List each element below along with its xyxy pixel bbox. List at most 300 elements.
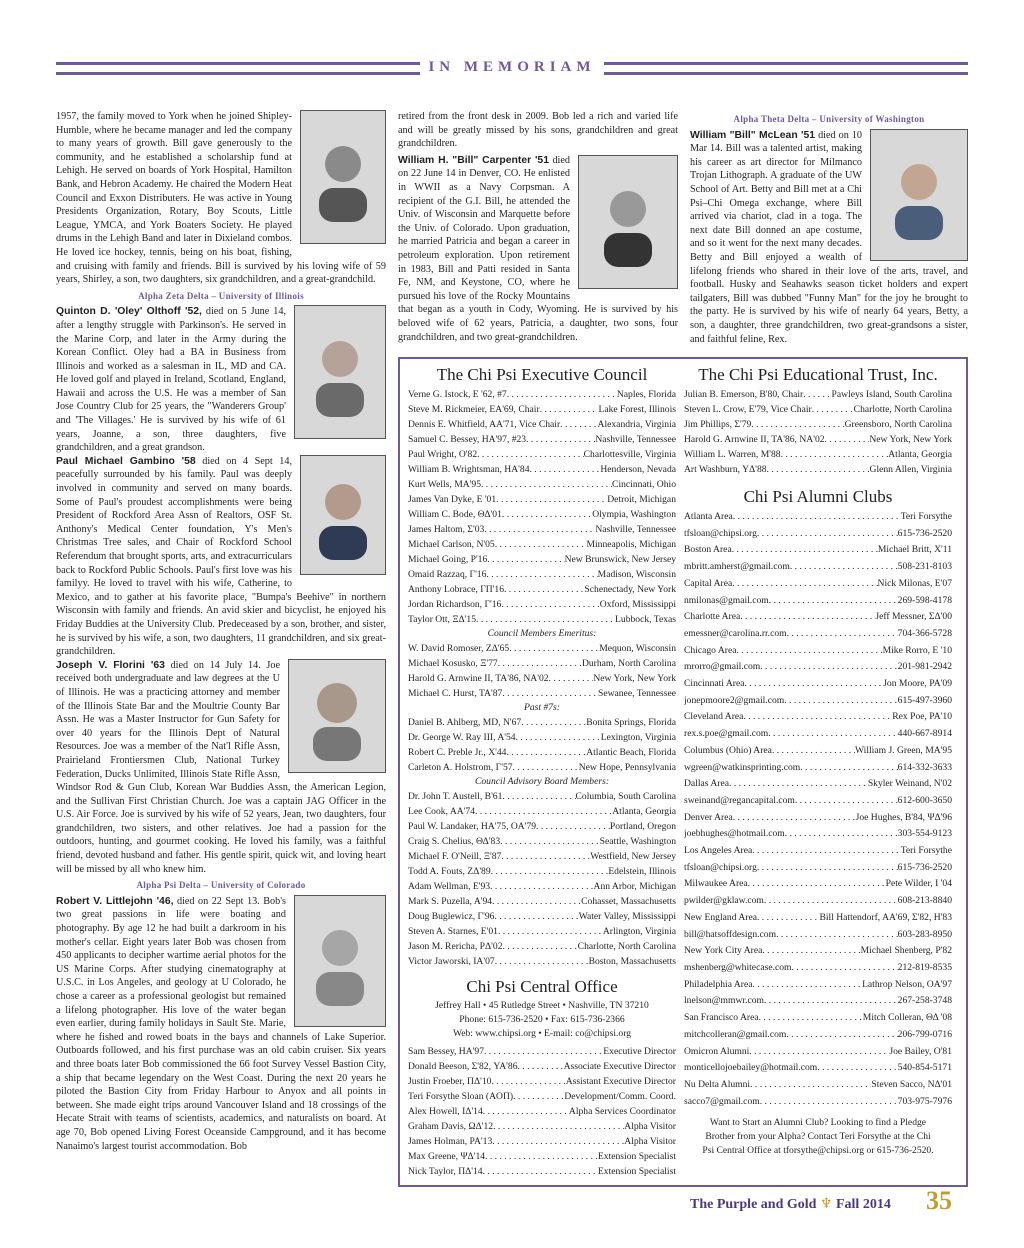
alumni-club-row-name: Philadelphia Area [684, 978, 753, 990]
exec-member-row-value: Henderson, Nevada [600, 464, 676, 475]
obituary-name-gambino: Paul Michael Gambino '58 [56, 455, 196, 467]
leader-dots [787, 626, 898, 643]
alumni-club-row [684, 726, 952, 743]
page-number: 35 [926, 1186, 952, 1215]
staff-row-value: Alpha Visitor [624, 1136, 676, 1147]
exec-member-row [408, 582, 676, 597]
past-seven-row [408, 760, 676, 775]
exec-member-row-value: Lubbock, Texas [615, 614, 676, 625]
leader-dots [800, 760, 897, 777]
alumni-club-row-value: 206-799-0716 [897, 1028, 952, 1040]
trustee-row [684, 462, 952, 477]
exec-member-row-name: Steve M. Rickmeier, EA'69, Chair [408, 404, 540, 415]
leader-dots [513, 1089, 564, 1104]
leader-dots [483, 1164, 598, 1179]
alumni-club-row [684, 993, 952, 1010]
past-seven-row [408, 745, 676, 760]
advisory-member-row [408, 954, 676, 969]
staff-row-name: Nick Taylor, ΠΔ'14 [408, 1166, 483, 1177]
exec-member-row-value: Oxford, Mississippi [599, 599, 676, 610]
advisory-member-row [408, 924, 676, 939]
leader-dots [503, 939, 578, 954]
staff-row [408, 1044, 676, 1059]
emeritus-row [408, 656, 676, 671]
person-silhouette-icon [310, 916, 370, 1006]
leader-dots [733, 509, 901, 526]
staff-row-name: Donald Beeson, Σ'82, YA'86 [408, 1061, 518, 1072]
advisory-member-row-value: Portland, Oregon [609, 821, 676, 832]
olthoff-end-text: 1957, the family moved to York when he joined Shipley-Humble, where he became manager and led the company to many years of growth. Bill gave generously to the community, and he established a scholarship fund at Lehigh. He served on boards of York Hospital, Hamilton Bank, and Hebron Academy. He chaired the Modern Heat Council and Exxon Distributers. He was active in Young Presidents Organization, Rotary, Boy Scouts, Little League, YMCA, and York Boaters Society. He played drums in the Lehigh Band and later in Dixieland combos. He loved ice hockey, tennis, being on his boat, fishing, and cruising with family and friends. Bill is survived by his loving wife of 59 years, Shirley, a son, two daughters, six grandchildren, and a great-grandchild. [56, 111, 386, 286]
past-seven-row-name: Carleton A. Holstrom, Γ'57 [408, 762, 513, 773]
alumni-club-row-name: Columbus (Ohio) Area [684, 744, 772, 756]
leader-dots [733, 810, 856, 827]
exec-member-row [408, 402, 676, 417]
alumni-club-row [684, 659, 952, 676]
exec-member-row-name: William C. Bode, ΘΔ'01 [408, 509, 502, 520]
leader-dots [498, 924, 603, 939]
trustee-row-value: Atlanta, Georgia [888, 449, 952, 460]
exec-member-row-name: Jordan Richardson, Γ'16 [408, 599, 502, 610]
obituary-text-littlejohn: died on 22 Sept 13. Bob's two great passions in life were boating and photography. By age 12 he had built a darkroom in his mother's cellar. Eight years later Bob was chosen from 450 applicants to decipher wartime aerial photos for the US Marine Corps. After studying cinematography at U.S.C. in Los Angeles, and geology at U Colorado, he chose a career as a professional geologist but remained a lifelong photographer. His love of the water began even earlier, during family holidays in Sault Ste. Marie, where he fished and rowed boats in the bays and channels of Lake Superior. Outboards followed, and his first purchase was an old cabin cruiser. Six years and three boats later Bob commissioned the 66 foot Survey Vessel Bastion City, a ship that became legendary on the West Coast. During the next 20 years he piloted the Bastion City from Friday Harbour to Anyox and all points in between. She made eight trips around Vancouver Island and 18 crossings of the Hecate Strait with teams of scientists, academics, and naturalists on board. At age 70, Bob opened Living Forest Oceanside Campground, and it has become Nanaimo's largest tourist accommodation. Bob [56, 895, 386, 1152]
alumni-club-row-value: 703-975-7976 [897, 1095, 952, 1107]
person-silhouette-icon [313, 470, 373, 560]
photo-joseph-florini [288, 659, 386, 773]
emeritus-row [408, 686, 676, 701]
advisory-member-row [408, 864, 676, 879]
exec-member-row [408, 417, 676, 432]
leader-dots [781, 447, 889, 462]
advisory-member-row-name: Doug Buglewicz, Γ'96 [408, 911, 495, 922]
photo-william-carpenter [578, 155, 678, 289]
leader-dots [749, 1044, 889, 1061]
leader-dots [475, 804, 612, 819]
alumni-club-row [684, 1077, 952, 1094]
leader-dots [743, 709, 892, 726]
alumni-club-row-value: Mike Rorro, E '10 [882, 644, 952, 656]
alumni-club-row-value: Joe Hughes, B'84, ΨΔ'96 [855, 811, 952, 823]
alumni-club-row-name: mitchcolleran@gmail.com [684, 1028, 787, 1040]
leader-dots [757, 910, 819, 927]
advisory-member-row-value: Columbia, South Carolina [575, 791, 676, 802]
staff-row-value: Extension Specialist [597, 1166, 676, 1177]
obituary-name-littlejohn: Robert V. Littlejohn '46, [56, 895, 174, 907]
past-seven-row-value: Lexington, Virginia [600, 732, 676, 743]
alumni-club-row-value: 303-554-9123 [897, 828, 952, 840]
staff-row-name: Justin Froeber, ΠΔ'10 [408, 1076, 492, 1087]
section-alpha-psi-delta: Alpha Psi Delta – University of Colorado [136, 880, 306, 891]
advisory-member-row-value: Ann Arbor, Michigan [593, 881, 676, 892]
advisory-member-row-value: Westfield, New Jersey [590, 851, 676, 862]
trustee-row-name: Steven L. Crow, E'79, Vice Chair [684, 404, 812, 415]
advisory-member-row [408, 894, 676, 909]
obituary-text-mclean: died on 10 Mar 14. Bill was a talented artist, making his career as art director for Milmanco Trojan Lithograph. A graduate of the UW School of Art. Betty and Bill met at a Chi Psi–Chi Omega exchange, where Bill arrived via chariot, clad in a toga. The next date Bill donned an ape costume, and so it went for the next many decades. Betty and Bill enjoyed a wealth of lifelong friends who shared in their love of the arts, travel, and football. Husky and Seahawks season ticket holders and expert tailgaters, Bill was dubbed "Funny Man" for the joy he brought to the party. He is survived by his wife of nearly 64 years, Betty, a son, a daughter, three grandchildren, two great-grandsons a sister, and faithful feline, Rex. [690, 129, 968, 345]
trustee-row [684, 417, 952, 432]
trust-list [684, 387, 952, 477]
leader-dots [507, 387, 617, 402]
trustee-row [684, 432, 952, 447]
advisory-member-row [408, 909, 676, 924]
emeritus-row [408, 641, 676, 656]
exec-council-list [408, 387, 676, 627]
alumni-club-row [684, 810, 952, 827]
exec-member-row [408, 522, 676, 537]
trustee-row [684, 402, 952, 417]
emeritus-row [408, 671, 676, 686]
exec-member-row-value: Minneapolis, Michigan [586, 539, 676, 550]
leader-dots [769, 593, 898, 610]
leader-dots [486, 567, 597, 582]
obituary-text-olthoff: died on 5 June 14, after a lengthy struggle with Parkinson's. He served in the Marine Corp, and later in the Army during the Korean Conflict. Oley had a BA in Business from Illinois and worked as a salesman in IL, MD and CA. He loved golf and played in Ireland, Scotland, England, Hawaii and across the U.S. He was a member of San Jose Country Club for 25 years, the "Wanderers Group' and 'The Villages.' He is survived by his wife of 61 years, Joanne, a son, three daughters, five grandchildren, and a great grandson. [56, 306, 286, 454]
exec-member-row-value: New Brunswick, New Jersey [564, 554, 676, 565]
exec-member-row [408, 567, 676, 582]
alumni-club-row [684, 709, 952, 726]
leader-dots [491, 864, 609, 879]
person-silhouette-icon [598, 177, 658, 267]
banner-title: IN MEMORIAM [420, 59, 603, 75]
staff-row-name: Sam Bessey, HA'97 [408, 1046, 484, 1057]
advisory-member-row-value: Boston, Massachusetts [588, 956, 676, 967]
leader-dots [521, 715, 586, 730]
alumni-club-row-value: Rex Poe, PA'10 [892, 711, 952, 723]
alumni-club-row [684, 676, 952, 693]
alumni-club-row-name: Dallas Area [684, 778, 730, 790]
alumni-club-row [684, 643, 952, 660]
obituary-name-olthoff: Quinton D. 'Oley' Olthoff '52, [56, 306, 202, 318]
staff-row-value: Alpha Visitor [624, 1121, 676, 1132]
alumni-club-row-name: San Francisco Area [684, 1012, 759, 1024]
past-seven-row [408, 730, 676, 745]
alumni-club-row [684, 576, 952, 593]
alumni-club-row-value: 704-366-5728 [897, 627, 952, 639]
trustee-row-name: Harold G. Arnwine II, TA'86, NA'02 [684, 434, 825, 445]
leader-dots [530, 462, 601, 477]
alumni-club-row [684, 626, 952, 643]
staff-row [408, 1074, 676, 1089]
alumni-club-row [684, 910, 952, 927]
past-seven-row-value: Atlantic Beach, Florida [586, 747, 676, 758]
person-silhouette-icon [889, 150, 949, 240]
photo-william-mclean [870, 129, 968, 261]
leader-dots [494, 909, 578, 924]
leader-dots [751, 417, 844, 432]
exec-member-row [408, 537, 676, 552]
leader-dots [492, 1134, 624, 1149]
leader-dots [772, 743, 855, 760]
leader-dots [776, 927, 898, 944]
alumni-club-row-name: lnelson@mmwr.com [684, 995, 764, 1007]
exec-member-row [408, 597, 676, 612]
trustee-row-value: Greensboro, North Carolina [844, 419, 952, 430]
leader-dots [812, 402, 854, 417]
exec-member-row-name: Anthony Lobrace, ΓΠ'16 [408, 584, 504, 595]
leader-dots [803, 387, 831, 402]
alumni-club-row-value: 603-283-8950 [897, 928, 952, 940]
staff-row-name: Graham Davis, ΩΔ'12 [408, 1121, 494, 1132]
leader-dots [501, 849, 590, 864]
emeritus-row-name: W. David Romoser, ZΔ'65 [408, 643, 510, 654]
central-phone: Phone: 615-736-2520 • Fax: 615-736-2366 [459, 1014, 625, 1025]
footer-magazine-name: The Purple and Gold [690, 1197, 817, 1212]
past-seven-row-value: New Hope, Pennsylvania [578, 762, 676, 773]
past-label: Past #7s: [524, 702, 560, 713]
advisory-member-row [408, 939, 676, 954]
leader-dots [760, 659, 897, 676]
leader-dots [500, 834, 600, 849]
alumni-club-row [684, 593, 952, 610]
directory-box [398, 357, 968, 1187]
leader-dots [825, 432, 870, 447]
alumni-club-row-name: Cincinnati Area [684, 678, 745, 690]
leader-dots [736, 643, 882, 660]
leader-dots [817, 1060, 897, 1077]
alumni-club-row-value: 615-736-2520 [897, 527, 952, 539]
alumni-club-row [684, 1094, 952, 1111]
alumni-club-row-name: Boston Area [684, 544, 732, 556]
alumni-club-row-value: 508-231-8103 [897, 561, 952, 573]
alumni-club-row [684, 1060, 952, 1077]
alumni-club-row [684, 776, 952, 793]
alumni-club-row [684, 876, 952, 893]
alumni-club-row-name: emessner@carolina.rr.com [684, 627, 787, 639]
leader-dots [496, 492, 607, 507]
past-seven-row-value: Bonita Springs, Florida [586, 717, 676, 728]
trustee-row-name: Jim Phillips, Σ'79 [684, 419, 752, 430]
trustee-row-value: Pawleys Island, South Carolina [831, 389, 952, 400]
staff-row [408, 1059, 676, 1074]
alumni-club-row-name: Charlotte Area [684, 611, 741, 623]
alumni-club-row [684, 843, 952, 860]
leader-dots [513, 760, 579, 775]
leader-dots [502, 507, 592, 522]
alumni-club-row-value: Skyler Weinand, N'02 [867, 778, 952, 790]
alumni-club-row-value: 440-667-8914 [897, 728, 952, 740]
leader-dots [764, 893, 898, 910]
alumni-club-row-value: Teri Forsythe [900, 511, 952, 522]
obituary-name-florini: Joseph V. Florini '63 [56, 659, 165, 671]
advisory-member-row-value: Atlanta, Georgia [612, 806, 676, 817]
leader-dots [476, 612, 615, 627]
staff-row-value: Assistant Executive Director [565, 1076, 676, 1087]
advisory-member-row [408, 804, 676, 819]
staff-row [408, 1164, 676, 1179]
column-middle [398, 110, 678, 344]
alumni-club-row [684, 559, 952, 576]
alumni-club-row-name: tfsloan@chipsi.org [684, 527, 757, 539]
exec-member-row [408, 432, 676, 447]
exec-member-row [408, 492, 676, 507]
alumni-club-row-name: jonepmoore2@gmail.com [684, 694, 785, 706]
alumni-club-row-name: mbritt.amherst@gmail.com [684, 561, 790, 573]
leader-dots [744, 676, 883, 693]
emeritus-row-name: Michael Kosusko, Ξ'77 [408, 658, 498, 669]
leader-dots [492, 894, 581, 909]
alumni-club-row-name: rex.s.poe@gmail.com [684, 728, 769, 740]
leader-dots [792, 960, 898, 977]
emeritus-row-name: Michael C. Hurst, TA'87 [408, 688, 503, 699]
exec-member-row-value: Lake Forest, Illinois [598, 404, 676, 415]
advisory-member-row-name: Paul W. Landaker, HA'75, OA'79 [408, 821, 537, 832]
alumni-club-row-name: New England Area [684, 911, 757, 923]
directory-left [408, 359, 676, 1179]
exec-member-row-value: Nashville, Tennessee [595, 524, 676, 535]
trustee-row-name: Julian B. Emerson, B'80, Chair [684, 389, 804, 400]
staff-row [408, 1104, 676, 1119]
emeritus-row-name: Harold G. Arnwine II, TA'86, NA'02 [408, 673, 549, 684]
alumni-club-row-name: tfsloan@chipsi.org [684, 861, 757, 873]
leader-dots [540, 402, 599, 417]
leader-dots [501, 597, 599, 612]
leader-dots [495, 954, 589, 969]
leader-dots [732, 542, 878, 559]
trustee-row-name: William L. Warren, M'88 [684, 449, 781, 460]
advisory-member-row-name: Jason M. Rericha, PΔ'02 [408, 941, 503, 952]
trust-title: The Chi Psi Educational Trust, Inc. [698, 365, 938, 384]
exec-member-row-name: Taylor Ott, ΞΔ'15 [408, 614, 477, 625]
alumni-club-row-value: Mitch Colleran, ΘΔ '08 [862, 1012, 952, 1024]
alumni-club-row-name: monticellojoebailey@hotmail.com [684, 1062, 818, 1074]
alumni-club-row-name: Denver Area [684, 811, 733, 823]
photo-quinton-olthoff [294, 305, 386, 439]
advisory-list [408, 789, 676, 969]
exec-member-row-name: James Van Dyke, E '01 [408, 494, 497, 505]
leader-dots [760, 1094, 898, 1111]
alumni-club-row-name: mshenberg@whitecase.com [684, 961, 792, 973]
staff-row-name: Max Greene, ΨΔ'14 [408, 1151, 486, 1162]
exec-council-title: The Chi Psi Executive Council [436, 365, 648, 384]
alumni-club-row-value: Joe Bailey, O'81 [889, 1045, 952, 1057]
advisory-member-row-name: Mark S. Puzella, A'94 [408, 896, 493, 907]
past-seven-row-name: Dr. George W. Ray III, A'54 [408, 732, 516, 743]
staff-row-name: Alex Howell, IΔ'14 [408, 1106, 483, 1117]
leader-dots [767, 462, 870, 477]
advisory-member-row-name: Michael F. O'Neill, Ξ'87 [408, 851, 502, 862]
staff-row-name: Teri Forsythe Sloan (AOΠ) [408, 1091, 514, 1102]
exec-member-row-value: Olympia, Washington [592, 509, 676, 520]
staff-row-value: Development/Comm. Coord. [564, 1091, 676, 1102]
alumni-club-row-name: Los Angeles Area [684, 845, 753, 857]
alumni-club-row-value: 267-258-3748 [897, 995, 952, 1007]
alumni-club-row-name: wgreen@watkinsprinting.com [684, 761, 801, 773]
photo-robert-littlejohn [294, 895, 386, 1027]
alumni-club-row-value: Pete Wilder, I '04 [885, 878, 952, 890]
alumni-club-row-value: William J. Green, MA'95 [855, 744, 952, 756]
trustee-row-value: New York, New York [869, 434, 952, 445]
footer-issue: Fall 2014 [835, 1197, 891, 1212]
advisory-member-row-value: Cohasset, Massachusetts [581, 896, 676, 907]
exec-member-row-value: Charlottesville, Virginia [583, 449, 676, 460]
central-office-title: Chi Psi Central Office [466, 977, 618, 996]
exec-member-row-value: Cincinnati, Ohio [612, 479, 676, 490]
photo-olthoff-senior [300, 110, 386, 244]
alumni-club-row-value: 615-736-2520 [897, 861, 952, 873]
alumni-club-row-value: Michael Britt, X'11 [877, 544, 952, 556]
alumni-clubs-list [684, 509, 952, 1110]
trustee-row [684, 387, 952, 402]
exec-member-row-name: Dennis E. Whitfield, AA'71, Vice Chair [408, 419, 561, 430]
advisory-member-row [408, 834, 676, 849]
leader-dots [536, 819, 610, 834]
alumni-club-row-name: pwilder@gklaw.com [684, 895, 764, 907]
exec-member-row [408, 477, 676, 492]
leader-dots [759, 1010, 863, 1027]
emeriti-list [408, 641, 676, 701]
alumni-club-row [684, 943, 952, 960]
advisory-member-row-value: Seattle, Washington [599, 836, 676, 847]
person-silhouette-icon [313, 132, 373, 222]
alumni-club-row [684, 743, 952, 760]
alumni-club-row-name: Atlanta Area [684, 511, 733, 522]
leader-dots [477, 447, 584, 462]
leader-dots [485, 1149, 598, 1164]
obituary-text-gambino: died on 4 Sept 14, peacefully surrounded by his family. Paul was deeply involved in community and served on many boards. Some of Paul's proudest accomplishments were being President of Rockford Area Assn of Realtors, OSF St. Anthony's Medical Center foundation, Y's Men's Christmas Tree sales, and Chair of Rockford School Referendum that brought sports, arts, and extracurriculars back to Rockford Public Schools. Paul's first love was his familyy. He loved to travel with his wife, Catherine, to Mexico, and to gather at his favorite place, "Bumpa's Beehive" in northern Wisconsin with family and friends. An avid skier and bicyclist, he enjoyed his Friday Buddies at the University Club. Predeceased by a son, brother, and sister, he is survived by his wife, a son, two daughters, 11 grandchildren, and six great-grandchildren. [56, 455, 386, 658]
alumni-club-row [684, 977, 952, 994]
leader-dots [549, 671, 594, 686]
emeritus-row-value: Mequon, Wisconsin [599, 643, 676, 654]
advisory-label: Council Advisory Board Members: [474, 776, 610, 787]
advisory-member-row [408, 879, 676, 894]
staff-row-name: James Holman, PA'13 [408, 1136, 493, 1147]
alumni-club-row-value: Lathrop Nelson, OA'97 [862, 978, 952, 990]
alumni-club-row-name: Milwaukee Area [684, 878, 748, 890]
leader-dots [491, 1074, 565, 1089]
trustee-row-value: Glenn Allen, Virginia [869, 464, 952, 475]
section-alpha-zeta-delta: Alpha Zeta Delta – University of Illinois [138, 290, 304, 301]
alumni-club-row-name: Omicron Alumni [684, 1045, 750, 1057]
alumni-club-row [684, 1027, 952, 1044]
leader-dots [757, 526, 898, 543]
exec-member-row-value: Nashville, Tennessee [595, 434, 676, 445]
advisory-member-row [408, 789, 676, 804]
section-alpha-theta-delta: Alpha Theta Delta – University of Washington [733, 114, 925, 124]
advisory-member-row-name: Todd A. Fouts, ZΔ'89 [408, 866, 491, 877]
central-address: Jeffrey Hall • 45 Rutledge Street • Nashville, TN 37210 [435, 1000, 649, 1011]
exec-member-row-value: Alexandria, Virginia [597, 419, 676, 430]
exec-member-row [408, 507, 676, 522]
past-seven-row-name: Robert C. Preble Jr., X'44 [408, 747, 507, 758]
leader-dots [748, 876, 886, 893]
alumni-club-row [684, 1044, 952, 1061]
leader-dots [481, 477, 612, 492]
central-web: Web: www.chipsi.org • E-mail: co@chipsi.org [452, 1028, 632, 1039]
alumni-club-row-name: Cleveland Area [684, 711, 744, 723]
exec-member-row [408, 552, 676, 567]
alumni-club-row-value: 201-981-2942 [897, 661, 952, 673]
emeriti-label: Council Members Emeritus: [487, 628, 597, 639]
advisory-member-row [408, 849, 676, 864]
advisory-member-row-name: Craig S. Chelius, ΘΔ'83 [408, 836, 501, 847]
memoriam-banner [56, 60, 968, 78]
leader-dots [506, 745, 586, 760]
exec-member-row [408, 612, 676, 627]
alumni-club-row [684, 826, 952, 843]
alumni-club-row-name: nmilonas@gmail.com [684, 594, 769, 606]
advisory-member-row-name: Lee Cook, AA'74 [408, 806, 476, 817]
alumni-club-row-name: Capital Area [684, 577, 733, 589]
advisory-member-row-value: Charlotte, North Carolina [577, 941, 676, 952]
alumni-club-row [684, 893, 952, 910]
alumni-club-row-name: joebhughes@hotmail.com [684, 828, 785, 840]
alumni-club-row-value: 269-598-4178 [897, 594, 952, 606]
alumni-club-row-value: 614-332-3633 [897, 761, 952, 773]
advisory-member-row-name: Adam Wellman, E'93 [408, 881, 491, 892]
advisory-member-row-name: Dr. John T. Austell, B'61 [408, 791, 503, 802]
leader-dots [740, 609, 875, 626]
emeritus-row-value: Sewanee, Tennessee [597, 688, 676, 699]
obituary-name-carpenter: William H. "Bill" Carpenter '51 [398, 154, 549, 166]
alumni-club-row [684, 793, 952, 810]
past-seven-row-name: Daniel B. Ahlberg, MD, N'67 [408, 717, 522, 728]
exec-member-row-name: Kurt Wells, MA'95 [408, 479, 481, 490]
